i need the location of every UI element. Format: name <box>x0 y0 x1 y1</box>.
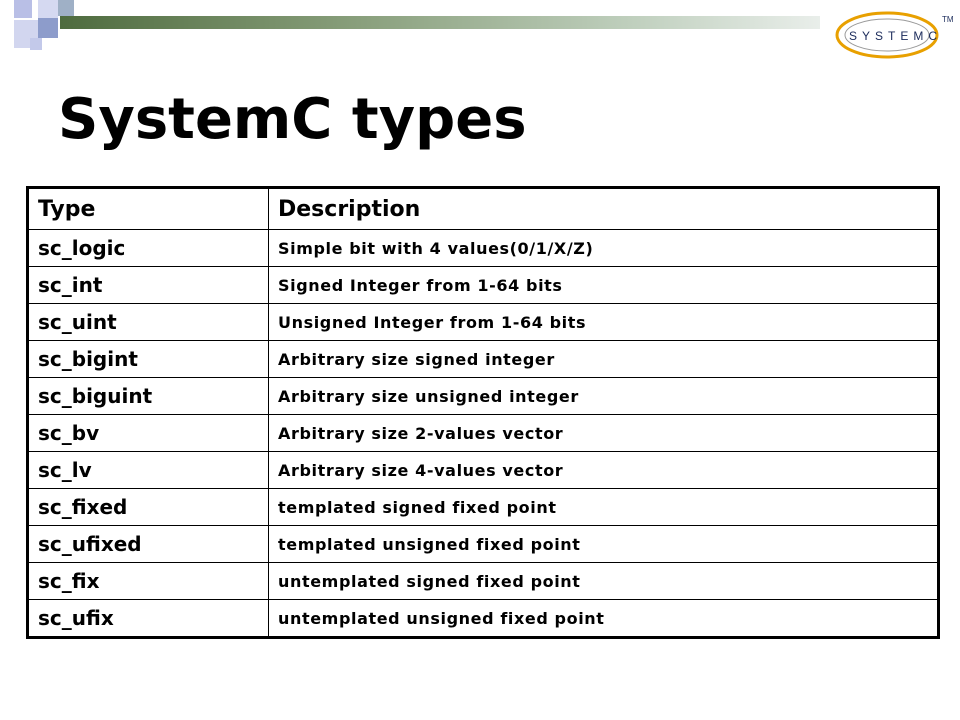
systemc-logo <box>835 5 960 69</box>
header-gradient-bar <box>60 16 820 29</box>
description-cell: Unsigned Integer from 1-64 bits <box>269 304 939 341</box>
systemc-types-table <box>26 186 940 639</box>
description-cell: Arbitrary size 4-values vector <box>269 452 939 489</box>
decor-square <box>58 0 74 16</box>
description-cell: templated signed fixed point <box>269 489 939 526</box>
decor-square <box>38 0 58 20</box>
logo-text: SYSTEMC <box>849 29 943 43</box>
table-row <box>28 415 939 452</box>
table-row <box>28 267 939 304</box>
decor-square <box>38 18 58 38</box>
type-cell: sc_int <box>28 267 269 304</box>
decor-square <box>14 0 32 18</box>
description-cell: templated unsigned fixed point <box>269 526 939 563</box>
table-row <box>28 563 939 600</box>
page-title: SystemC types <box>58 87 527 152</box>
logo-trademark: TM <box>942 15 954 24</box>
description-cell: Arbitrary size 2-values vector <box>269 415 939 452</box>
type-cell: sc_bv <box>28 415 269 452</box>
description-cell: Arbitrary size unsigned integer <box>269 378 939 415</box>
column-header-description: Description <box>269 188 939 230</box>
table-row <box>28 378 939 415</box>
table-row <box>28 452 939 489</box>
decor-square <box>30 38 42 50</box>
table-row <box>28 304 939 341</box>
type-cell: sc_ufixed <box>28 526 269 563</box>
type-cell: sc_bigint <box>28 341 269 378</box>
type-cell: sc_biguint <box>28 378 269 415</box>
description-cell: untemplated unsigned fixed point <box>269 600 939 638</box>
type-cell: sc_ufix <box>28 600 269 638</box>
table-row <box>28 341 939 378</box>
description-cell: Arbitrary size signed integer <box>269 341 939 378</box>
description-cell: Simple bit with 4 values(0/1/X/Z) <box>269 230 939 267</box>
table-row <box>28 600 939 638</box>
type-cell: sc_logic <box>28 230 269 267</box>
description-cell: Signed Integer from 1-64 bits <box>269 267 939 304</box>
type-cell: sc_fixed <box>28 489 269 526</box>
table-header-row <box>28 188 939 230</box>
table-row <box>28 526 939 563</box>
table-row <box>28 489 939 526</box>
type-cell: sc_uint <box>28 304 269 341</box>
description-cell: untemplated signed fixed point <box>269 563 939 600</box>
column-header-type: Type <box>28 188 269 230</box>
type-cell: sc_fix <box>28 563 269 600</box>
table-row <box>28 230 939 267</box>
type-cell: sc_lv <box>28 452 269 489</box>
